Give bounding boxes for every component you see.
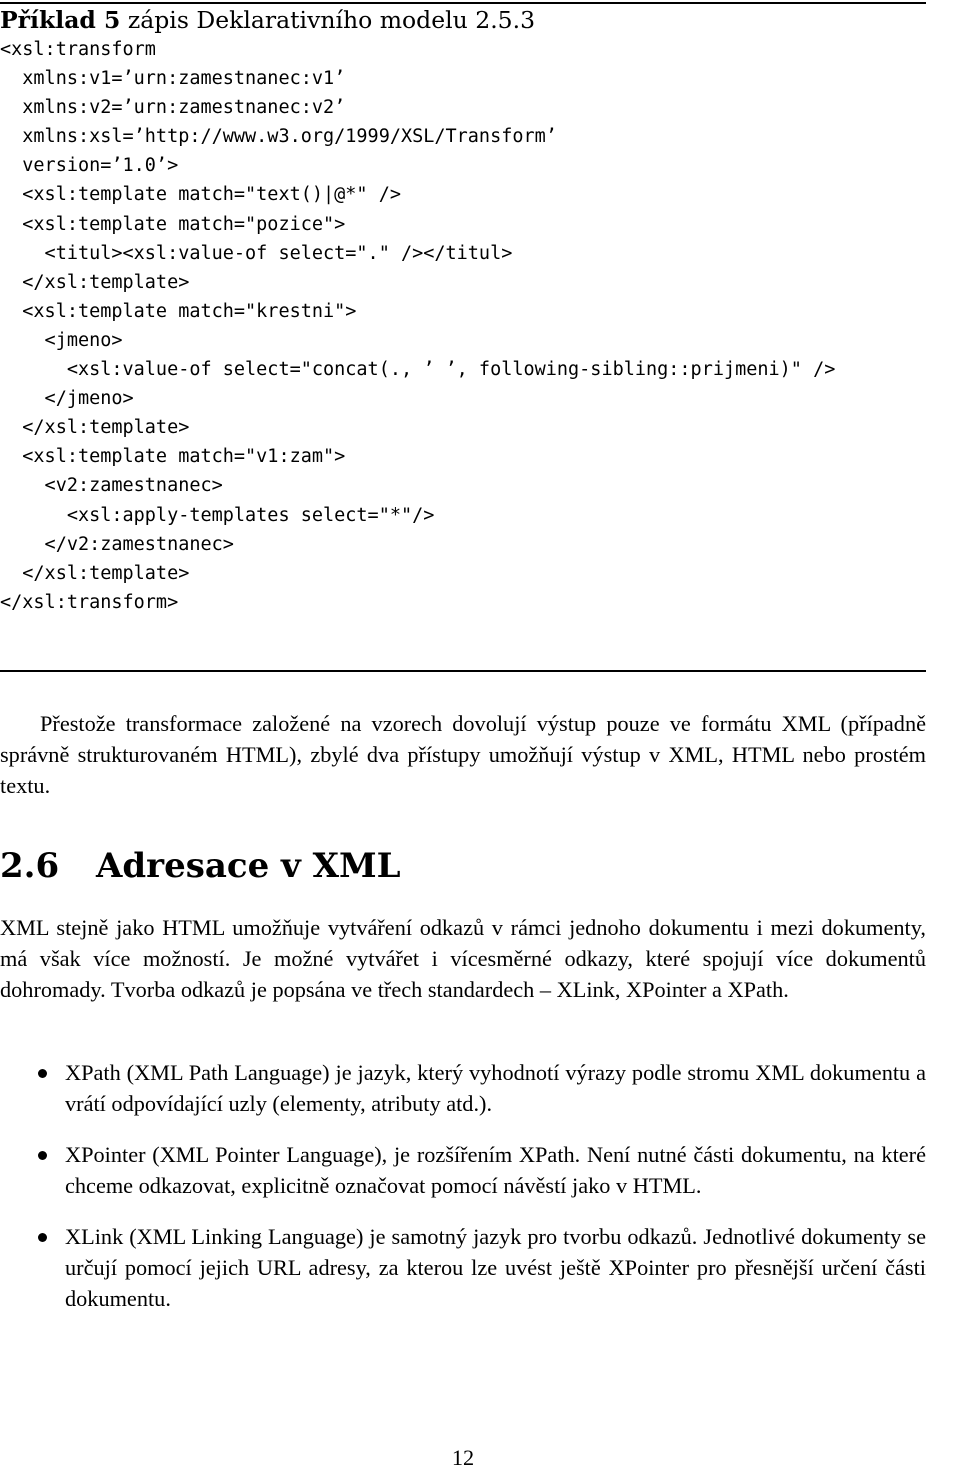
code-line: <xsl:template match="v1:zam"> (0, 446, 346, 468)
example-heading (0, 6, 535, 35)
code-line: <titul><xsl:value-of select="." /></titul> (0, 242, 513, 264)
code-line: <xsl:template match="krestni"> (0, 300, 357, 322)
page-number: 12 (451, 1445, 475, 1470)
list-item (0, 1221, 926, 1314)
example-title: zápis Deklarativního modelu 2.5.3 (127, 6, 536, 34)
bullet-list (0, 1057, 926, 1334)
bullet-icon (38, 1233, 47, 1242)
top-rule (0, 2, 926, 4)
code-line: <xsl:template match="text()|@*" /> (0, 184, 401, 206)
section-number: 2.6 (0, 846, 60, 886)
section-title: Adresace v XML (96, 846, 401, 886)
code-line: <xsl:template match="pozice"> (0, 213, 346, 235)
intro-paragraph: Přestože transformace založené na vzorech dovolují výstup pouze ve formátu XML (případně správně strukturovaném HTML), zbylé dva přístupy umožňují výstup v XML, HTML nebo prostém textu. (0, 711, 926, 798)
code-line: </xsl:template> (0, 271, 190, 293)
code-line: <xsl:apply-templates select="*"/> (0, 504, 435, 526)
code-line: <xsl:transform (0, 39, 156, 60)
list-item (0, 1139, 926, 1201)
code-line: <v2:zamestnanec> (0, 475, 223, 497)
code-line: </xsl:transform> (0, 591, 179, 613)
section-heading (0, 843, 401, 889)
code-line: </jmeno> (0, 388, 134, 410)
code-line: <xsl:value-of select="concat(., ’ ’, following-sibling::prijmeni)" /> (0, 359, 836, 381)
code-line: </xsl:template> (0, 562, 190, 584)
bullet-icon (38, 1069, 47, 1078)
code-line: </v2:zamestnanec> (0, 533, 234, 555)
bullet-icon (38, 1151, 47, 1160)
list-item-text: XLink (XML Linking Language) je samotný jazyk pro tvorbu odkazů. Jednotlivé dokumenty se určují pomocí jejich URL adresy, za kterou lze uvést ještě XPointer pro přesnější určení části dokumentu. (65, 1224, 926, 1311)
code-line: <jmeno> (0, 329, 123, 351)
example-label: Příklad 5 (0, 6, 121, 34)
code-line: xmlns:xsl=’http://www.w3.org/1999/XSL/Transform’ (0, 126, 557, 148)
code-listing (0, 35, 835, 617)
list-item (0, 1057, 926, 1119)
code-line: </xsl:template> (0, 417, 190, 439)
bottom-rule (0, 670, 926, 672)
section-paragraph: XML stejně jako HTML umožňuje vytváření odkazů v rámci jednoho dokumentu i mezi dokumenty, má však více možností. Je možné vytvářet i vícesměrné odkazy, které spojují více dokumentů dohromady. Tvorba odkazů je popsána ve třech standardech – XLink, XPointer a XPath. (0, 915, 926, 1002)
list-item-text: XPath (XML Path Language) je jazyk, který vyhodnotí výrazy podle stromu XML dokumentu a vrátí odpovídající uzly (elementy, atributy atd.). (65, 1060, 926, 1116)
code-line: version=’1.0’> (0, 155, 179, 177)
list-item-text: XPointer (XML Pointer Language), je rozšířením XPath. Není nutné části dokumentu, na které chceme odkazovat, explicitně označovat pomocí návěstí jako v HTML. (65, 1142, 926, 1198)
code-line: xmlns:v1=’urn:zamestnanec:v1’ (0, 68, 346, 90)
code-line: xmlns:v2=’urn:zamestnanec:v2’ (0, 97, 346, 119)
